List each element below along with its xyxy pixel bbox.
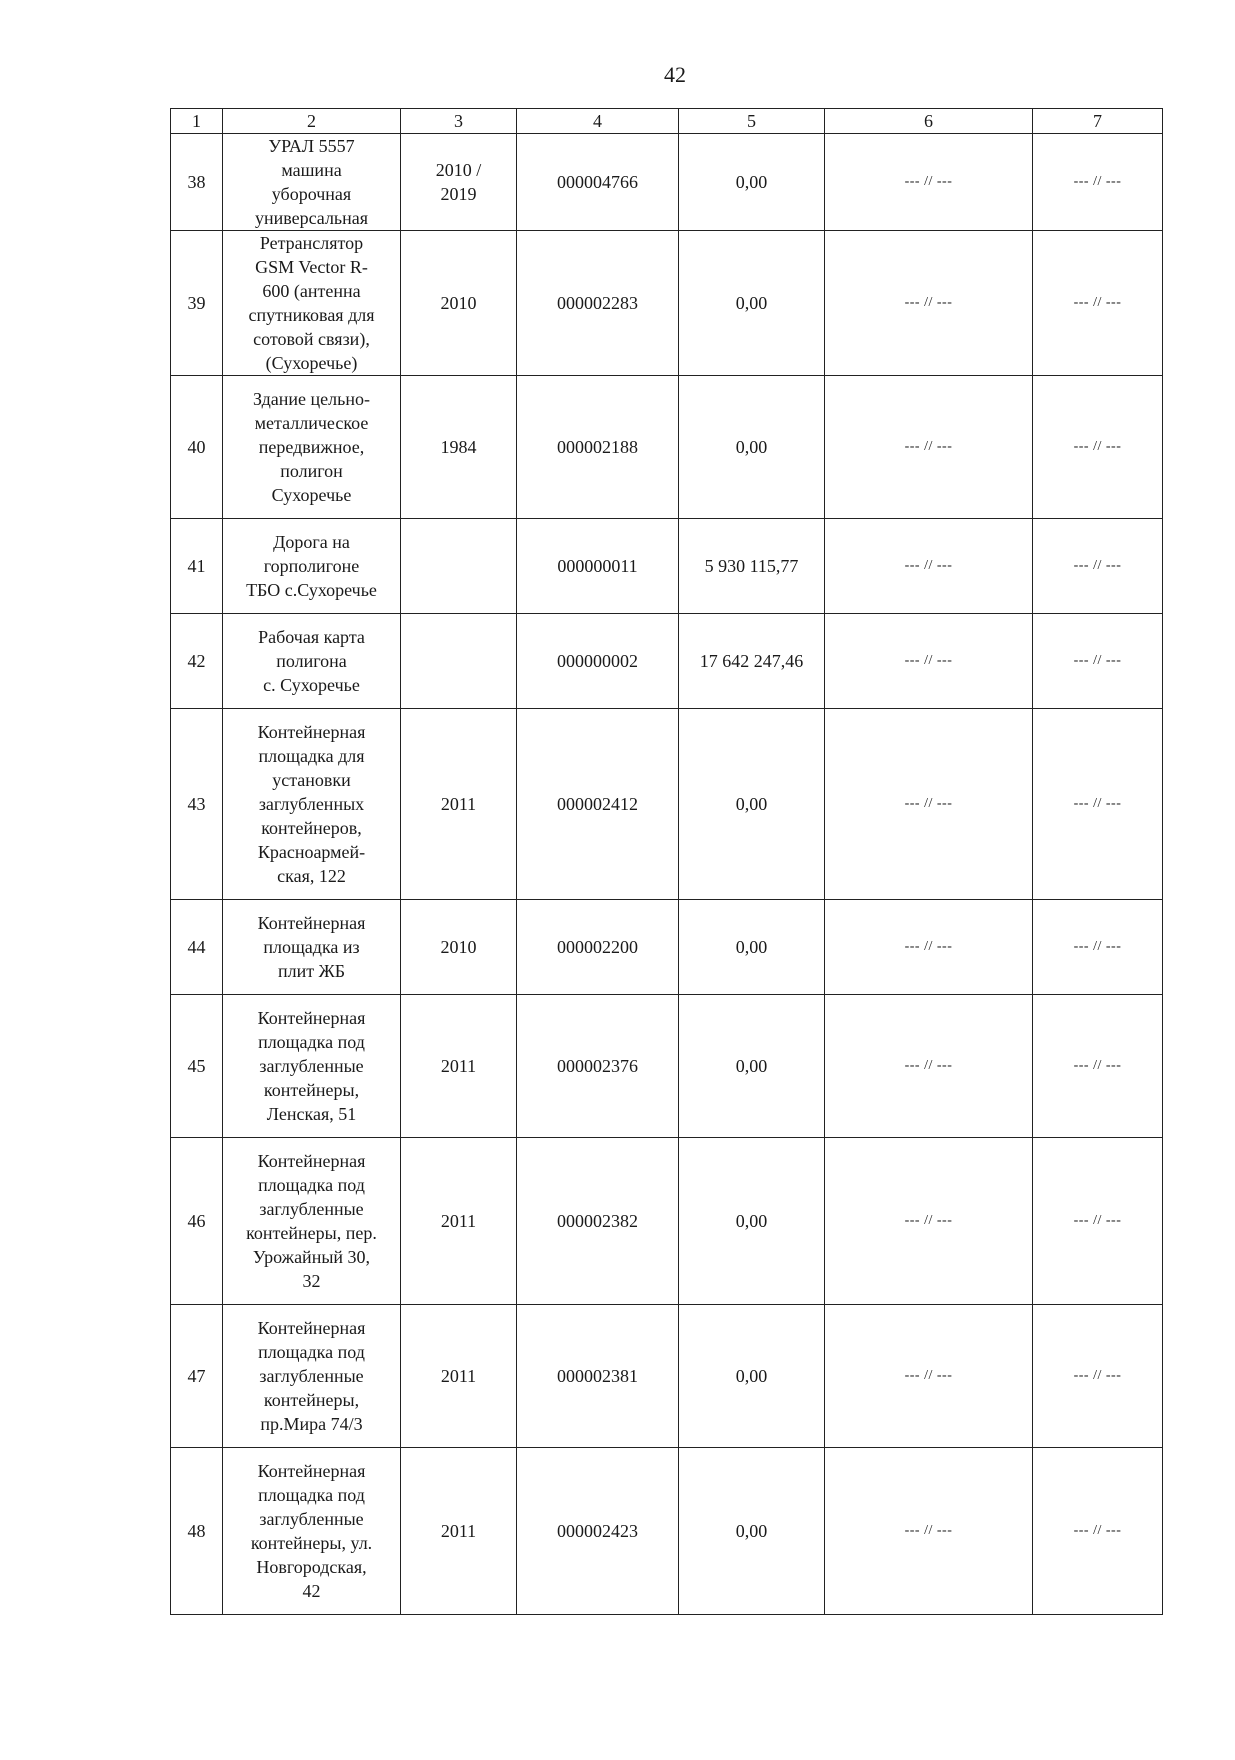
inventory-code-cell: 000002381 [517,1305,679,1448]
inventory-code-cell: 000000002 [517,614,679,709]
value-cell: 0,00 [679,900,825,995]
table-row [171,1305,1163,1448]
year-cell: 2010 [401,231,517,376]
value-cell: 0,00 [679,1138,825,1305]
item-name-cell: УРАЛ 5557 машина уборочная универсальная [223,134,401,231]
inventory-code-cell: 000002188 [517,376,679,519]
value-cell: 0,00 [679,1305,825,1448]
page-number: 42 [664,62,686,87]
inventory-code-cell: 000002376 [517,995,679,1138]
table-row [171,614,1163,709]
item-name-cell: Контейнерная площадка под заглубленные контейнеры, Ленская, 51 [223,995,401,1138]
item-name-cell: Контейнерная площадка под заглубленные контейнеры, пер. Урожайный 30, 32 [223,1138,401,1305]
column-header: 3 [401,109,517,134]
column-7-cell: --- // --- [1033,231,1163,376]
column-7-cell: --- // --- [1033,134,1163,231]
value-cell: 0,00 [679,995,825,1138]
column-7-cell: --- // --- [1033,376,1163,519]
column-6-cell: --- // --- [825,709,1033,900]
row-number-cell: 42 [171,614,223,709]
column-6-cell: --- // --- [825,614,1033,709]
column-7-cell: --- // --- [1033,614,1163,709]
inventory-code-cell: 000000011 [517,519,679,614]
inventory-table [170,108,1163,1615]
inventory-code-cell: 000002200 [517,900,679,995]
row-number-cell: 48 [171,1448,223,1615]
value-cell: 0,00 [679,134,825,231]
table-row [171,376,1163,519]
item-name-cell: Здание цельно- металлическое передвижное, полигон Сухоречье [223,376,401,519]
table-row [171,231,1163,376]
item-name-cell: Ретранслятор GSM Vector R- 600 (антенна спутниковая для сотовой связи), (Сухоречье) [223,231,401,376]
row-number-cell: 41 [171,519,223,614]
column-header: 1 [171,109,223,134]
item-name-cell: Дорога на горполигоне ТБО с.Сухоречье [223,519,401,614]
item-name-cell: Рабочая карта полигона с. Сухоречье [223,614,401,709]
table-row [171,1448,1163,1615]
row-number-cell: 44 [171,900,223,995]
value-cell: 0,00 [679,1448,825,1615]
year-cell: 2011 [401,1448,517,1615]
value-cell: 0,00 [679,231,825,376]
year-cell: 2011 [401,709,517,900]
value-cell: 5 930 115,77 [679,519,825,614]
column-6-cell: --- // --- [825,1305,1033,1448]
item-name-cell: Контейнерная площадка из плит ЖБ [223,900,401,995]
row-number-cell: 39 [171,231,223,376]
column-6-cell: --- // --- [825,134,1033,231]
column-7-cell: --- // --- [1033,1305,1163,1448]
column-6-cell: --- // --- [825,1448,1033,1615]
item-name-cell: Контейнерная площадка под заглубленные контейнеры, пр.Мира 74/3 [223,1305,401,1448]
value-cell: 0,00 [679,376,825,519]
row-number-cell: 47 [171,1305,223,1448]
year-cell: 2011 [401,995,517,1138]
row-number-cell: 45 [171,995,223,1138]
row-number-cell: 40 [171,376,223,519]
year-cell: 2011 [401,1138,517,1305]
column-7-cell: --- // --- [1033,1138,1163,1305]
inventory-code-cell: 000002283 [517,231,679,376]
year-cell: 1984 [401,376,517,519]
row-number-cell: 46 [171,1138,223,1305]
column-7-cell: --- // --- [1033,519,1163,614]
column-6-cell: --- // --- [825,900,1033,995]
row-number-cell: 43 [171,709,223,900]
column-7-cell: --- // --- [1033,709,1163,900]
table-row [171,134,1163,231]
item-name-cell: Контейнерная площадка под заглубленные контейнеры, ул. Новгородская, 42 [223,1448,401,1615]
column-6-cell: --- // --- [825,1138,1033,1305]
column-6-cell: --- // --- [825,995,1033,1138]
inventory-code-cell: 000002412 [517,709,679,900]
year-cell [401,614,517,709]
column-header: 6 [825,109,1033,134]
column-7-cell: --- // --- [1033,995,1163,1138]
table-row [171,900,1163,995]
column-header: 2 [223,109,401,134]
value-cell: 17 642 247,46 [679,614,825,709]
column-7-cell: --- // --- [1033,1448,1163,1615]
column-7-cell: --- // --- [1033,900,1163,995]
year-cell: 2011 [401,1305,517,1448]
table-header-row [171,109,1163,134]
year-cell: 2010 [401,900,517,995]
column-header: 7 [1033,109,1163,134]
column-header: 5 [679,109,825,134]
table-row [171,519,1163,614]
column-header: 4 [517,109,679,134]
inventory-code-cell: 000004766 [517,134,679,231]
column-6-cell: --- // --- [825,376,1033,519]
inventory-code-cell: 000002382 [517,1138,679,1305]
item-name-cell: Контейнерная площадка для установки заглубленных контейнеров, Красноармей- ская, 122 [223,709,401,900]
year-cell [401,519,517,614]
table-row [171,709,1163,900]
table-row [171,995,1163,1138]
table-body [171,134,1163,1615]
row-number-cell: 38 [171,134,223,231]
column-6-cell: --- // --- [825,519,1033,614]
value-cell: 0,00 [679,709,825,900]
year-cell: 2010 / 2019 [401,134,517,231]
inventory-code-cell: 000002423 [517,1448,679,1615]
table-row [171,1138,1163,1305]
column-6-cell: --- // --- [825,231,1033,376]
